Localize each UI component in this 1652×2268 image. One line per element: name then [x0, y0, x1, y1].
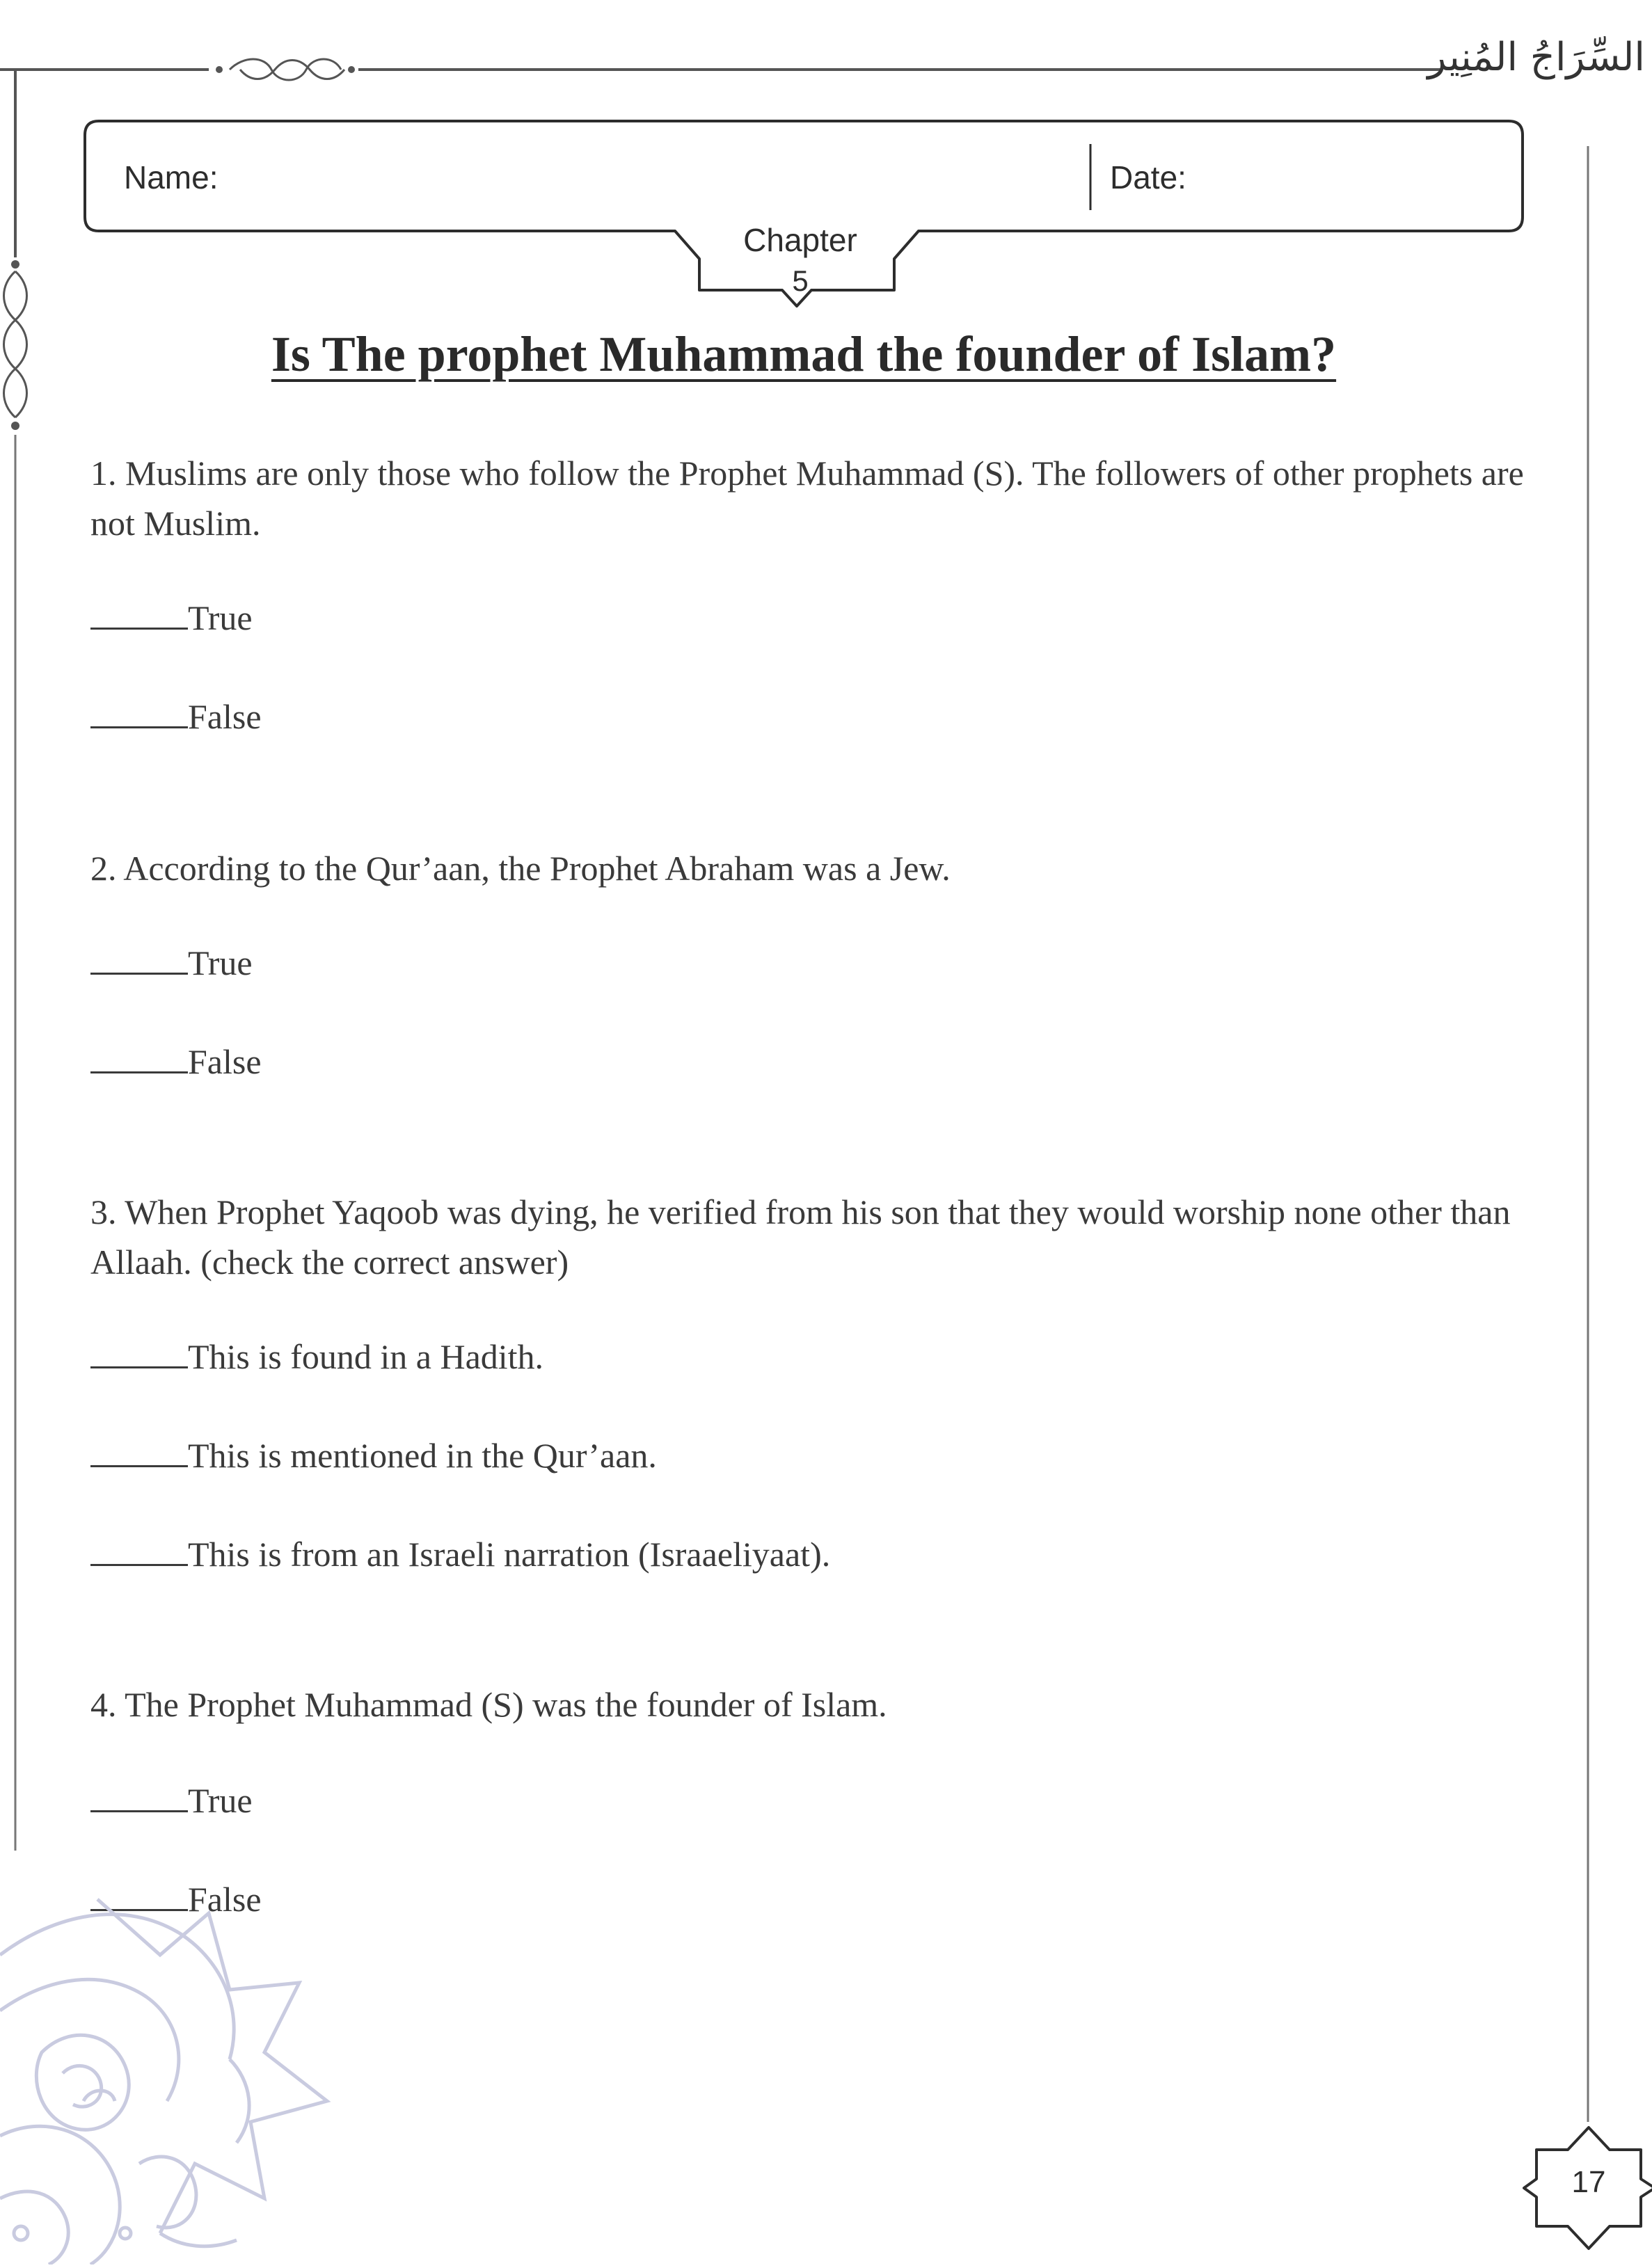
chapter-label: Chapter — [743, 222, 857, 258]
question-3: 3. When Prophet Yaqoob was dying, he verified from his son that they would worship none other than Allaah. (check the correct answer) — [90, 1192, 1511, 1281]
question-3-option-israeli[interactable]: This is from an Israeli narration (Israaeliyaat). — [90, 1532, 830, 1574]
chapter-number: 5 — [792, 264, 809, 297]
question-4-option-false[interactable]: False — [90, 1877, 262, 1919]
page-number: 17 — [1571, 2165, 1606, 2199]
answer-blank[interactable] — [90, 1433, 188, 1467]
question-2: 2. According to the Qur’aan, the Prophet Abraham was a Jew. — [90, 849, 951, 888]
answer-blank[interactable] — [90, 694, 188, 728]
book-title-arabic: السِّرَاجُ المُنِير — [1427, 35, 1645, 80]
answer-blank[interactable] — [90, 941, 188, 975]
answer-blank[interactable] — [90, 1039, 188, 1073]
answer-blank[interactable] — [90, 1334, 188, 1368]
name-label: Name: — [124, 159, 219, 195]
question-3-option-hadith[interactable]: This is found in a Hadith. — [90, 1334, 543, 1377]
question-3-option-quraan[interactable]: This is mentioned in the Qur’aan. — [90, 1433, 657, 1476]
question-1-option-false[interactable]: False — [90, 694, 262, 737]
header-ornament-rule — [0, 56, 1652, 97]
answer-blank[interactable] — [90, 1778, 188, 1812]
question-2-option-false[interactable]: False — [90, 1039, 262, 1082]
question-2-option-true[interactable]: True — [90, 941, 253, 983]
question-1-option-true[interactable]: True — [90, 596, 253, 638]
question-1: 1. Muslims are only those who follow the Prophet Muhammad (S). The followers of other prophets are not Muslim. — [90, 454, 1524, 543]
right-margin-line — [1580, 146, 1594, 2268]
question-4: 4. The Prophet Muhammad (S) was the founder of Islam. — [90, 1685, 887, 1724]
page-title: Is The prophet Muhammad the founder of Islam? — [271, 326, 1337, 382]
corner-floral-ornament — [0, 1871, 362, 2265]
question-4-option-true[interactable]: True — [90, 1778, 253, 1821]
date-label: Date: — [1110, 159, 1186, 195]
answer-blank[interactable] — [90, 596, 188, 630]
answer-blank[interactable] — [90, 1532, 188, 1566]
